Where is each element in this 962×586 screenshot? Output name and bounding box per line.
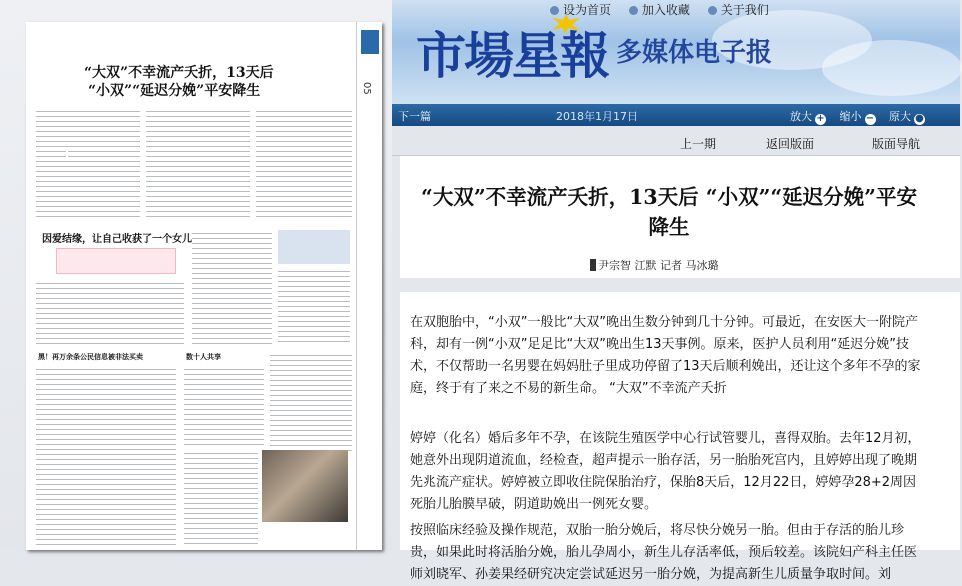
text-column (146, 108, 250, 220)
zoom-out-label: 缩小 (839, 110, 862, 123)
article-title: “大双”不幸流产夭折，13天后 “小双”“延迟分娩”平安降生 (421, 185, 917, 239)
text-column (184, 366, 264, 446)
set-home-link[interactable]: 设为首页 (550, 3, 611, 17)
article-paragraph: 在双胞胎中，“小双”一般比“大双”晚出生数分钟到几十分钟。可最近，在安医大一附院产科，却有一例“小双”足足比“大双”晚出生13天事例。原来，医护人员利用“延迟分娩”技术，不仅帮助一名男婴在妈妈肚子里成功停留了13天后顺利娩出，还让这个多年不孕的家庭，终于有了来之不易的新生命。 “大双”不幸流产夭折 (410, 315, 921, 396)
back-to-page-link[interactable]: 返回版面 (766, 137, 815, 151)
header-decoration (822, 40, 962, 96)
article-body (400, 292, 960, 582)
page-article3-title[interactable]: 黑！再万余条公民信息被非法买卖 (38, 352, 143, 361)
text-column (192, 230, 272, 344)
section-divider (392, 278, 960, 292)
zoom-controls (790, 108, 935, 125)
info-icon (708, 6, 717, 15)
text-column (36, 366, 176, 546)
page-subhead (66, 150, 68, 157)
bookmark-link[interactable]: 加入收藏 (629, 3, 690, 17)
page-headline-line1[interactable]: “大双”不幸流产夭折，13天后 (84, 65, 274, 81)
zoom-in-button[interactable]: + (816, 113, 825, 124)
text-column (36, 280, 184, 344)
home-icon (550, 6, 559, 15)
issue-date: 2018年1月17日 (556, 110, 638, 123)
prev-issue-link[interactable]: 上一期 (680, 137, 717, 151)
page-side-strip (356, 22, 382, 550)
text-column (256, 108, 352, 220)
restore-button[interactable]: ● (915, 113, 924, 124)
page-navigation (392, 126, 960, 156)
issue-navbar (392, 104, 960, 126)
text-column (36, 108, 140, 220)
page-thumbnail-pane (0, 0, 392, 550)
page-headline-line2[interactable]: “小双”“延迟分娩”平安降生 (88, 83, 261, 99)
bookmark-icon (629, 6, 638, 15)
logo-name: 市場星報 (416, 26, 608, 85)
text-column (278, 268, 350, 344)
page-number: 05 (361, 82, 372, 95)
zoom-out-button[interactable]: − (865, 113, 875, 124)
classroom-photo (262, 450, 348, 522)
restore-label: 原大 (889, 110, 911, 123)
article-paragraph: 婷婷（化名）婚后多年不孕，在该院生殖医学中心行试管婴儿，喜得双胎。去年12月初，她意外出现阴道流血，经检查，超声提示一胎存活，另一胎胎死宫内，且婷婷出现了晚期先兆流产症状。婷婷被立即收住院保胎治疗，保胎8天后，12月22日，婷婷孕28+2周因死胎儿胎膜早破，阴道助娩出一例死女婴。 (410, 431, 921, 512)
next-article-link[interactable]: 下一篇 (398, 110, 431, 123)
article-photo (278, 230, 350, 264)
article-header (400, 156, 960, 278)
page-article4-title[interactable]: 数十人共享 (186, 352, 221, 361)
newspaper-page-image[interactable] (26, 22, 382, 550)
about-link[interactable]: 关于我们 (708, 3, 769, 17)
article-author: 尹宗智 江默 记者 马冰璐 (590, 257, 719, 273)
page-article2-title[interactable]: 因爱结缘，让自己收获了一个女儿 (42, 234, 192, 245)
text-column (270, 352, 352, 452)
page-nav-link[interactable]: 版面导航 (872, 137, 921, 151)
logo-subtitle: 多媒体电子报 (616, 38, 773, 68)
zoom-in-label: 放大 (790, 110, 812, 123)
text-column (184, 450, 258, 546)
author-marker-icon (590, 259, 596, 271)
article-paragraph: 按照临床经验及操作规范，双胎一胎分娩后，将尽快分娩另一胎。但由于存活的胎儿珍贵，如果此时将活胎分娩，胎儿孕周小，新生儿存活率低，预后较差。该院妇产科主任医师刘晓军、孙姜果经研究决定尝试延迟另一胎分娩，为提高新生儿质量争取时间。刘 (410, 523, 918, 582)
site-header (392, 0, 960, 104)
site-logo[interactable] (416, 16, 772, 88)
article-photo (56, 248, 176, 274)
masthead-mini-logo (361, 30, 379, 54)
